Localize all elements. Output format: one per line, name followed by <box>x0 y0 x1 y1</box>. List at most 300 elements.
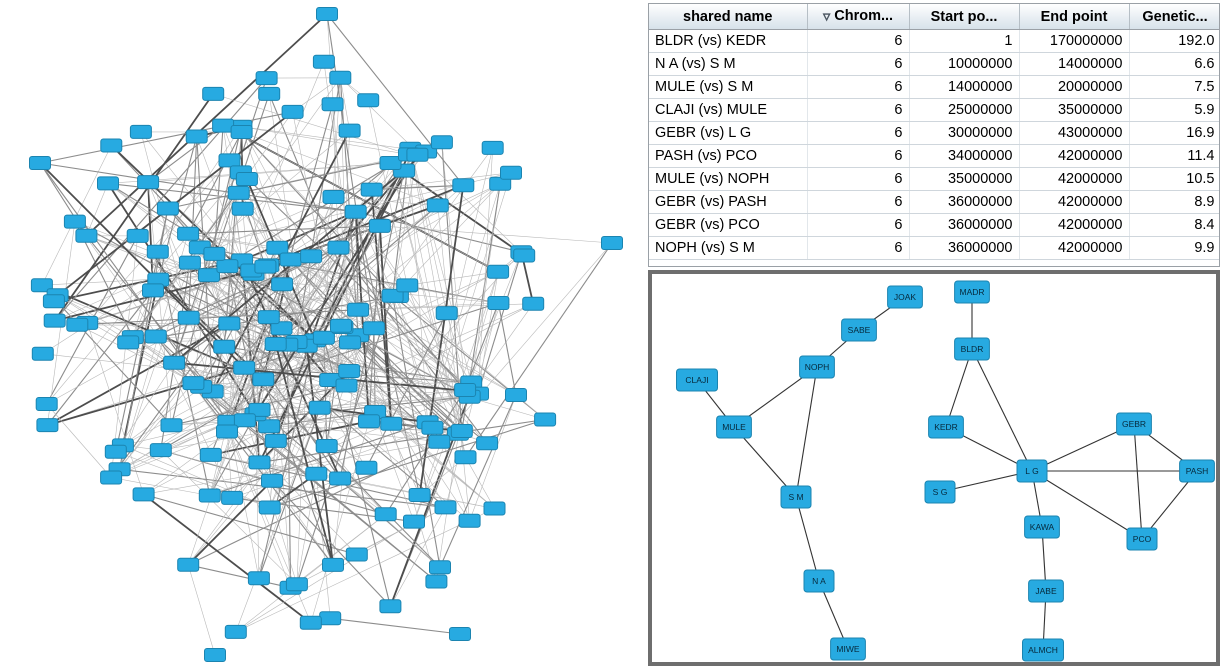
node-shape <box>150 444 171 457</box>
node-shape <box>255 260 276 273</box>
large-network-node[interactable] <box>523 297 544 310</box>
large-network-node[interactable] <box>164 356 185 369</box>
large-network-node[interactable] <box>64 215 85 228</box>
node-shape <box>36 398 57 411</box>
large-network-node[interactable] <box>178 227 199 240</box>
large-network-node[interactable] <box>203 87 224 100</box>
large-network-node[interactable] <box>32 347 53 360</box>
node-shape <box>178 558 199 571</box>
node-shape <box>178 227 199 240</box>
large-network-node[interactable] <box>118 336 139 349</box>
large-network-node[interactable] <box>228 186 249 199</box>
large-network-node[interactable] <box>301 250 322 263</box>
edge-table-panel[interactable] <box>648 3 1220 267</box>
large-network-node[interactable] <box>429 435 450 448</box>
cell-chrom: 6 <box>807 99 909 122</box>
large-network-node[interactable] <box>101 139 122 152</box>
node-shape <box>253 373 274 386</box>
large-network-node[interactable] <box>138 176 159 189</box>
large-network-node[interactable] <box>477 437 498 450</box>
subnetwork-node[interactable] <box>955 281 990 303</box>
cell-genetic: 8.9 <box>1129 191 1220 214</box>
large-network-node[interactable] <box>453 179 474 192</box>
large-network-node[interactable] <box>501 166 522 179</box>
cell-shared-name: GEBR (vs) L G <box>649 122 807 145</box>
large-network-node[interactable] <box>306 467 327 480</box>
table-row[interactable] <box>649 99 1220 122</box>
large-network-node[interactable] <box>356 461 377 474</box>
subnetwork-node[interactable] <box>1017 460 1047 482</box>
large-network-node[interactable] <box>157 202 178 215</box>
large-network-node[interactable] <box>381 417 402 430</box>
large-network-node[interactable] <box>331 319 352 332</box>
node-shape <box>101 139 122 152</box>
large-network-node[interactable] <box>380 157 401 170</box>
column-header-label: shared name <box>683 8 773 25</box>
table-row[interactable] <box>649 145 1220 168</box>
large-network-node[interactable] <box>313 55 334 68</box>
large-network-node[interactable] <box>76 229 97 242</box>
large-network-node[interactable] <box>455 384 476 397</box>
cell-chrom: 6 <box>807 76 909 99</box>
large-network-node[interactable] <box>427 199 448 212</box>
node-shape <box>322 98 343 111</box>
node-shape <box>356 461 377 474</box>
large-network-node[interactable] <box>67 318 88 331</box>
node-shape <box>488 265 509 278</box>
subnetwork-node[interactable] <box>955 338 990 360</box>
large-network-node[interactable] <box>506 389 527 402</box>
column-header-start-point[interactable] <box>909 4 1019 30</box>
large-network-node[interactable] <box>222 491 243 504</box>
node-shape <box>316 440 337 453</box>
node-shape <box>451 425 472 438</box>
table-row[interactable] <box>649 53 1220 76</box>
node-shape <box>301 250 322 263</box>
node-shape <box>200 448 221 461</box>
edge-table <box>649 4 1220 260</box>
large-network-node[interactable] <box>436 307 457 320</box>
node-label: JOAK <box>893 291 917 302</box>
large-network-node[interactable] <box>336 379 357 392</box>
large-network-node[interactable] <box>234 414 255 427</box>
node-label: JABE <box>1035 585 1057 596</box>
large-network-node[interactable] <box>380 600 401 613</box>
large-network-node[interactable] <box>219 154 240 167</box>
large-network-node[interactable] <box>409 489 430 502</box>
node-shape <box>118 336 139 349</box>
node-shape <box>435 501 456 514</box>
large-network-node[interactable] <box>213 119 234 132</box>
large-network-node[interactable] <box>236 173 257 186</box>
large-network-node[interactable] <box>317 8 338 21</box>
node-shape <box>143 284 164 297</box>
node-shape <box>32 347 53 360</box>
cell-end-point: 42000000 <box>1019 214 1129 237</box>
large-network-node[interactable] <box>205 649 226 662</box>
node-shape <box>183 377 204 390</box>
subnetwork-graph[interactable] <box>648 270 1220 666</box>
large-network-node[interactable] <box>183 377 204 390</box>
cell-start-point: 10000000 <box>909 53 1019 76</box>
subnetwork-node[interactable] <box>831 638 866 660</box>
node-shape <box>514 249 535 262</box>
node-label: MADR <box>959 286 985 297</box>
subnetwork-edge <box>972 349 1032 471</box>
subnetwork-node[interactable] <box>717 416 752 438</box>
large-network-node[interactable] <box>375 508 396 521</box>
large-network-node[interactable] <box>282 105 303 118</box>
subnetwork-edge <box>946 349 972 427</box>
cell-start-point: 30000000 <box>909 122 1019 145</box>
node-shape <box>225 625 246 638</box>
table-row[interactable] <box>649 122 1220 145</box>
large-network-node[interactable] <box>259 501 280 514</box>
large-network-node[interactable] <box>234 361 255 374</box>
large-network-node[interactable] <box>322 98 343 111</box>
filter-icon[interactable]: ▿ <box>822 8 831 25</box>
cell-chrom: 6 <box>807 168 909 191</box>
column-header-label: Genetic... <box>1142 8 1208 25</box>
large-network-node[interactable] <box>178 558 199 571</box>
large-network-node[interactable] <box>482 141 503 154</box>
node-shape <box>101 471 122 484</box>
large-network-node[interactable] <box>101 471 122 484</box>
node-shape <box>339 124 360 137</box>
node-label: PCO <box>1132 533 1152 544</box>
node-shape <box>130 125 151 138</box>
table-body <box>649 30 1220 260</box>
node-shape <box>375 508 396 521</box>
large-network-node[interactable] <box>219 317 240 330</box>
node-shape <box>147 245 168 258</box>
node-shape <box>199 269 220 282</box>
large-network-node[interactable] <box>328 241 349 254</box>
large-network-node[interactable] <box>459 514 480 527</box>
node-shape <box>369 219 390 232</box>
column-header-end-point[interactable] <box>1019 4 1129 30</box>
node-shape <box>282 105 303 118</box>
node-shape <box>265 434 286 447</box>
large-network-node[interactable] <box>217 425 238 438</box>
large-network-node[interactable] <box>435 501 456 514</box>
large-network-node[interactable] <box>127 229 148 242</box>
cell-chrom: 6 <box>807 191 909 214</box>
node-shape <box>127 229 148 242</box>
cell-end-point: 42000000 <box>1019 168 1129 191</box>
large-network-node[interactable] <box>272 278 293 291</box>
large-network-node[interactable] <box>358 94 379 107</box>
subnetwork-node[interactable] <box>781 486 811 508</box>
node-shape <box>231 126 252 139</box>
large-network-node[interactable] <box>37 419 58 432</box>
node-shape <box>359 415 380 428</box>
large-network-node[interactable] <box>147 245 168 258</box>
node-label: CLAJI <box>685 374 709 385</box>
large-network-node[interactable] <box>320 612 341 625</box>
node-shape <box>133 488 154 501</box>
large-network-node[interactable] <box>363 322 384 335</box>
cell-start-point: 34000000 <box>909 145 1019 168</box>
node-shape <box>286 578 307 591</box>
column-header-shared-name[interactable] <box>649 4 807 30</box>
cell-genetic: 9.9 <box>1129 237 1220 260</box>
large-network-node[interactable] <box>259 87 280 100</box>
node-shape <box>331 319 352 332</box>
large-network-node[interactable] <box>44 314 65 327</box>
node-shape <box>309 401 330 414</box>
node-shape <box>258 311 279 324</box>
large-network-node[interactable] <box>253 373 274 386</box>
large-network-node[interactable] <box>330 472 351 485</box>
large-network-node[interactable] <box>262 474 283 487</box>
table-row[interactable] <box>649 76 1220 99</box>
node-shape <box>280 253 301 266</box>
node-shape <box>453 179 474 192</box>
large-network-node[interactable] <box>348 303 369 316</box>
node-shape <box>204 247 225 260</box>
node-shape <box>348 303 369 316</box>
column-header-chrom[interactable] <box>807 4 909 30</box>
large-network-node[interactable] <box>422 421 443 434</box>
large-network-node[interactable] <box>313 331 334 344</box>
node-shape <box>427 199 448 212</box>
large-network-node[interactable] <box>178 311 199 324</box>
large-network-node[interactable] <box>161 419 182 432</box>
subnetwork-edges <box>697 292 1197 650</box>
large-network-node[interactable] <box>323 558 344 571</box>
node-shape <box>323 558 344 571</box>
large-network-node[interactable] <box>105 445 126 458</box>
subnetwork-svg <box>652 274 1216 662</box>
large-network-node[interactable] <box>98 177 119 190</box>
large-network-node[interactable] <box>330 71 351 84</box>
large-network-node[interactable] <box>217 260 238 273</box>
large-network-node[interactable] <box>255 260 276 273</box>
cell-genetic: 6.6 <box>1129 53 1220 76</box>
node-shape <box>346 548 367 561</box>
node-shape <box>249 456 270 469</box>
large-network-node[interactable] <box>280 253 301 266</box>
subnetwork-node[interactable] <box>1023 639 1064 661</box>
subnetwork-node[interactable] <box>888 286 923 308</box>
large-network-node[interactable] <box>249 456 270 469</box>
large-network-node[interactable] <box>484 502 505 515</box>
large-network-node[interactable] <box>256 72 277 85</box>
large-network-node[interactable] <box>258 311 279 324</box>
node-label: PASH <box>1185 465 1209 476</box>
large-network-node[interactable] <box>150 444 171 457</box>
node-shape <box>358 94 379 107</box>
cell-genetic: 10.5 <box>1129 168 1220 191</box>
node-shape <box>328 241 349 254</box>
large-network-node[interactable] <box>232 202 253 215</box>
node-shape <box>217 425 238 438</box>
node-shape <box>222 491 243 504</box>
subnetwork-node[interactable] <box>804 570 834 592</box>
table-row[interactable] <box>649 168 1220 191</box>
subnetwork-node[interactable] <box>1117 413 1152 435</box>
large-network-node[interactable] <box>43 295 64 308</box>
large-network-node[interactable] <box>133 488 154 501</box>
large-network-node[interactable] <box>346 548 367 561</box>
node-shape <box>429 435 450 448</box>
cell-chrom: 6 <box>807 145 909 168</box>
large-network-node[interactable] <box>316 440 337 453</box>
large-network-node[interactable] <box>426 575 447 588</box>
node-shape <box>30 157 51 170</box>
cell-start-point: 1 <box>909 30 1019 53</box>
large-network-node[interactable] <box>265 338 286 351</box>
large-network-node[interactable] <box>451 425 472 438</box>
node-shape <box>219 154 240 167</box>
large-network-node[interactable] <box>450 628 471 641</box>
large-network-node[interactable] <box>199 269 220 282</box>
cell-shared-name: N A (vs) S M <box>649 53 807 76</box>
table-row[interactable] <box>649 30 1220 53</box>
node-shape <box>43 295 64 308</box>
cell-end-point: 43000000 <box>1019 122 1129 145</box>
node-label: SABE <box>847 324 871 335</box>
large-network-node[interactable] <box>286 578 307 591</box>
large-network-node[interactable] <box>259 420 280 433</box>
large-network-node[interactable] <box>143 284 164 297</box>
large-network-node[interactable] <box>369 219 390 232</box>
node-shape <box>361 183 382 196</box>
large-network-node[interactable] <box>145 330 166 343</box>
large-network-node[interactable] <box>407 148 428 161</box>
large-network-node[interactable] <box>199 489 220 502</box>
large-network-node[interactable] <box>361 183 382 196</box>
large-network-node[interactable] <box>36 398 57 411</box>
large-network-node[interactable] <box>431 136 452 149</box>
node-shape <box>339 365 360 378</box>
node-shape <box>340 336 361 349</box>
node-shape <box>317 8 338 21</box>
large-network-edge <box>330 618 460 634</box>
node-shape <box>459 514 480 527</box>
node-shape <box>477 437 498 450</box>
table-row[interactable] <box>649 237 1220 260</box>
node-shape <box>422 421 443 434</box>
node-label: ALMCH <box>1028 644 1058 655</box>
node-label: N A <box>812 575 826 586</box>
node-shape <box>203 87 224 100</box>
table-row[interactable] <box>649 191 1220 214</box>
column-header-genetic[interactable] <box>1129 4 1220 30</box>
node-shape <box>430 561 451 574</box>
large-network-node[interactable] <box>602 237 623 250</box>
large-network-node[interactable] <box>265 434 286 447</box>
cell-genetic: 192.0 <box>1129 30 1220 53</box>
subnetwork-node[interactable] <box>1029 580 1064 602</box>
large-network-node[interactable] <box>514 249 535 262</box>
large-network-node[interactable] <box>267 241 288 254</box>
large-network-node[interactable] <box>339 124 360 137</box>
large-network-node[interactable] <box>204 247 225 260</box>
node-shape <box>330 472 351 485</box>
large-network-node[interactable] <box>323 191 344 204</box>
node-label: KEDR <box>934 421 958 432</box>
subnetwork-node[interactable] <box>677 369 718 391</box>
large-network-node[interactable] <box>186 130 207 143</box>
large-network-node[interactable] <box>130 125 151 138</box>
subnetwork-edge <box>796 367 817 497</box>
node-shape <box>179 256 200 269</box>
large-network-node[interactable] <box>345 205 366 218</box>
large-network-node[interactable] <box>339 365 360 378</box>
node-shape <box>323 191 344 204</box>
large-network-node[interactable] <box>179 256 200 269</box>
large-network-node[interactable] <box>397 279 418 292</box>
large-network-node[interactable] <box>340 336 361 349</box>
large-network-node[interactable] <box>214 340 235 353</box>
node-shape <box>259 420 280 433</box>
cell-chrom: 6 <box>807 53 909 76</box>
large-network-node[interactable] <box>359 415 380 428</box>
subnetwork-node[interactable] <box>1127 528 1157 550</box>
node-shape <box>67 318 88 331</box>
subnetwork-node[interactable] <box>929 416 964 438</box>
node-shape <box>482 141 503 154</box>
large-network-node[interactable] <box>430 561 451 574</box>
node-shape <box>164 356 185 369</box>
large-network-node[interactable] <box>455 451 476 464</box>
table-header-row <box>649 4 1220 30</box>
large-network-node[interactable] <box>30 157 51 170</box>
large-network-node[interactable] <box>231 126 252 139</box>
subnetwork-edge <box>1134 424 1142 539</box>
large-network-node[interactable] <box>248 572 269 585</box>
cell-shared-name: CLAJI (vs) MULE <box>649 99 807 122</box>
cell-start-point: 36000000 <box>909 214 1019 237</box>
large-network-node[interactable] <box>300 616 321 629</box>
cell-genetic: 8.4 <box>1129 214 1220 237</box>
subnetwork-node[interactable] <box>800 356 835 378</box>
node-shape <box>105 445 126 458</box>
node-shape <box>259 87 280 100</box>
cell-end-point: 42000000 <box>1019 237 1129 260</box>
node-shape <box>484 502 505 515</box>
cell-shared-name: PASH (vs) PCO <box>649 145 807 168</box>
large-network-node[interactable] <box>488 265 509 278</box>
large-network-node[interactable] <box>309 401 330 414</box>
node-shape <box>186 130 207 143</box>
large-network-node[interactable] <box>404 515 425 528</box>
node-shape <box>259 501 280 514</box>
subnetwork-node[interactable] <box>1025 516 1060 538</box>
subnetwork-node[interactable] <box>1180 460 1215 482</box>
node-shape <box>262 474 283 487</box>
node-shape <box>219 317 240 330</box>
cell-chrom: 6 <box>807 237 909 260</box>
subnetwork-node[interactable] <box>842 319 877 341</box>
large-network-node[interactable] <box>225 625 246 638</box>
large-network-edge <box>236 509 495 632</box>
large-network-node[interactable] <box>535 413 556 426</box>
node-shape <box>313 331 334 344</box>
node-shape <box>320 612 341 625</box>
subnetwork-node[interactable] <box>925 481 955 503</box>
table-row[interactable] <box>649 214 1220 237</box>
cell-start-point: 25000000 <box>909 99 1019 122</box>
node-shape <box>300 616 321 629</box>
node-shape <box>64 215 85 228</box>
large-network-node[interactable] <box>200 448 221 461</box>
node-shape <box>228 186 249 199</box>
node-shape <box>535 413 556 426</box>
large-network-node[interactable] <box>488 297 509 310</box>
